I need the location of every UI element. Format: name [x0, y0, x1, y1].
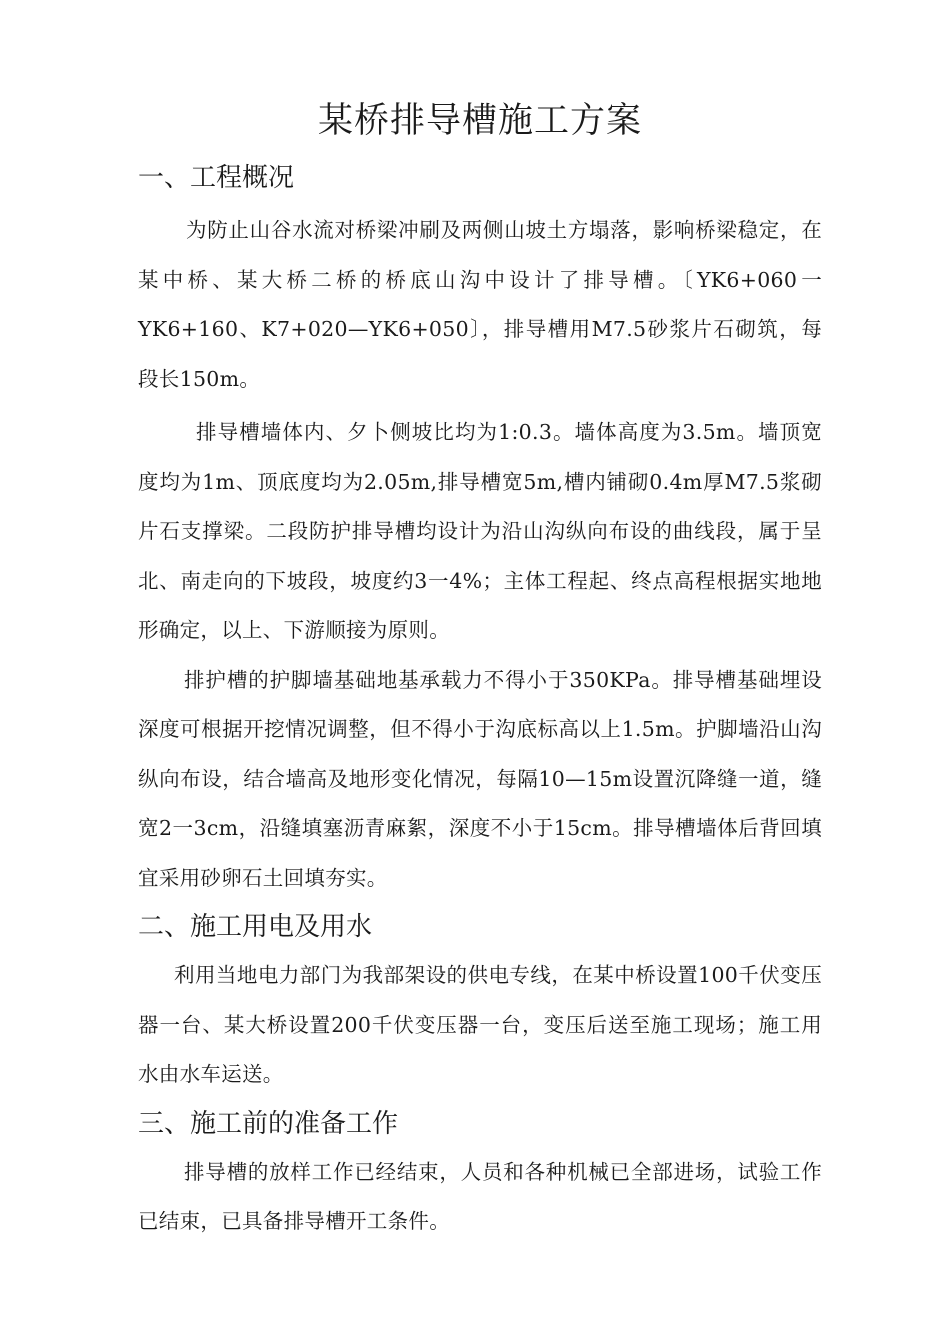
- document-page: [138, 96, 822, 1247]
- document-title: 某桥排导槽施工方案: [317, 101, 642, 141]
- section-heading-preparation: 三、施工前的准备工作: [138, 1108, 399, 1139]
- section-heading-power-water: 二、施工用电及用水: [138, 912, 373, 942]
- section-heading-overview: 一、工程概况: [138, 163, 295, 193]
- paragraph: 利用当地电力部门为我部架设的供电专线，在某中桥设置100千伏变压器一台、某大桥设置200千伏变压器一台，变压后送至施工现场；施工用水由水车运送。: [138, 963, 822, 1086]
- paragraph: 为防止山谷水流对桥梁冲刷及两侧山坡土方塌落，影响桥梁稳定，在某中桥、某大桥二桥的桥底山沟中设计了排导槽。〔YK6+060一YK6+160、K7+020—YK6+050〕，排导槽用M7.5砂浆片石砌筑，每段长150m。: [138, 218, 822, 391]
- paragraph: 排导槽墙体内、夕卜侧坡比均为1:0.3。墙体高度为3.5m。墙顶宽度均为1m、顶底度均为2.05m,排导槽宽5m,槽内铺砌0.4m厚M7.5浆砌片石支撑梁。二段防护排导槽均设计为沿山沟纵向布设的曲线段，属于呈北、南走向的下坡段，坡度约3一4%；主体工程起、终点高程根据实地地形确定，以上、下游顺接为原则。: [138, 420, 822, 642]
- paragraph: 排导槽的放样工作已经结束，人员和各种机械已全部进场，试验工作已结束，已具备排导槽开工条件。: [138, 1159, 822, 1233]
- paragraph: 排护槽的护脚墙基础地基承载力不得小于350KPa。排导槽基础埋设深度可根据开挖情况调整，但不得小于沟底标高以上1.5m。护脚墙沿山沟纵向布设，结合墙高及地形变化情况，每隔10—15m设置沉降缝一道，缝宽2一3cm，沿缝填塞沥青麻絮，深度不小于15cm。排导槽墙体后背回填宜采用砂卵石土回填夯实。: [138, 667, 822, 890]
